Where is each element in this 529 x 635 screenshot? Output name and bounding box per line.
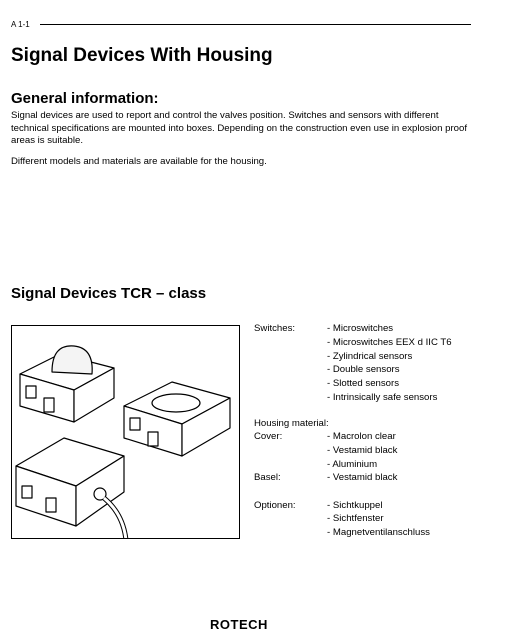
option-item: - Sichtfenster (327, 513, 384, 524)
cover-item: - Macrolon clear (327, 431, 396, 442)
housing-drawing (12, 326, 240, 539)
switch-item: - Double sensors (327, 364, 400, 375)
header-rule (40, 24, 471, 25)
basel-label: Basel: (254, 472, 281, 483)
tcr-class-heading: Signal Devices TCR – class (11, 285, 207, 302)
cover-item: - Aluminium (327, 459, 378, 470)
signal-device-illustration (11, 325, 240, 539)
switches-label: Switches: (254, 323, 296, 334)
general-paragraph-2: Different models and materials are available for the housing. (11, 156, 267, 167)
housing-with-dome (20, 346, 114, 422)
switch-item: - Microswitches (327, 323, 394, 334)
option-item: - Magnetventilanschluss (327, 527, 430, 538)
basel-item: - Vestamid black (327, 472, 398, 483)
page-title: Signal Devices With Housing (11, 45, 273, 66)
switch-item: - Intrinsically safe sensors (327, 392, 438, 403)
housing-with-window (124, 382, 230, 456)
section-label: A 1-1 (11, 20, 30, 29)
brand-logo: ROTECH (210, 617, 268, 632)
general-information-heading: General information: (11, 90, 159, 107)
cover-label: Cover: (254, 431, 283, 442)
switch-item: - Zylindrical sensors (327, 351, 413, 362)
cover-item: - Vestamid black (327, 445, 398, 456)
switch-item: - Microswitches EEX d IIC T6 (327, 337, 452, 348)
housing-material-label: Housing material: (254, 418, 329, 429)
switch-item: - Slotted sensors (327, 378, 399, 389)
general-paragraph-1: Signal devices are used to report and control the valves position. Switches and sensors with different technical specifications are mounted into boxes. Depending on the construction even use in explosion proof areas is suitable. (11, 110, 467, 146)
housing-with-cable (16, 438, 126, 539)
option-item: - Sichtkuppel (327, 500, 383, 511)
options-label: Optionen: (254, 500, 296, 511)
